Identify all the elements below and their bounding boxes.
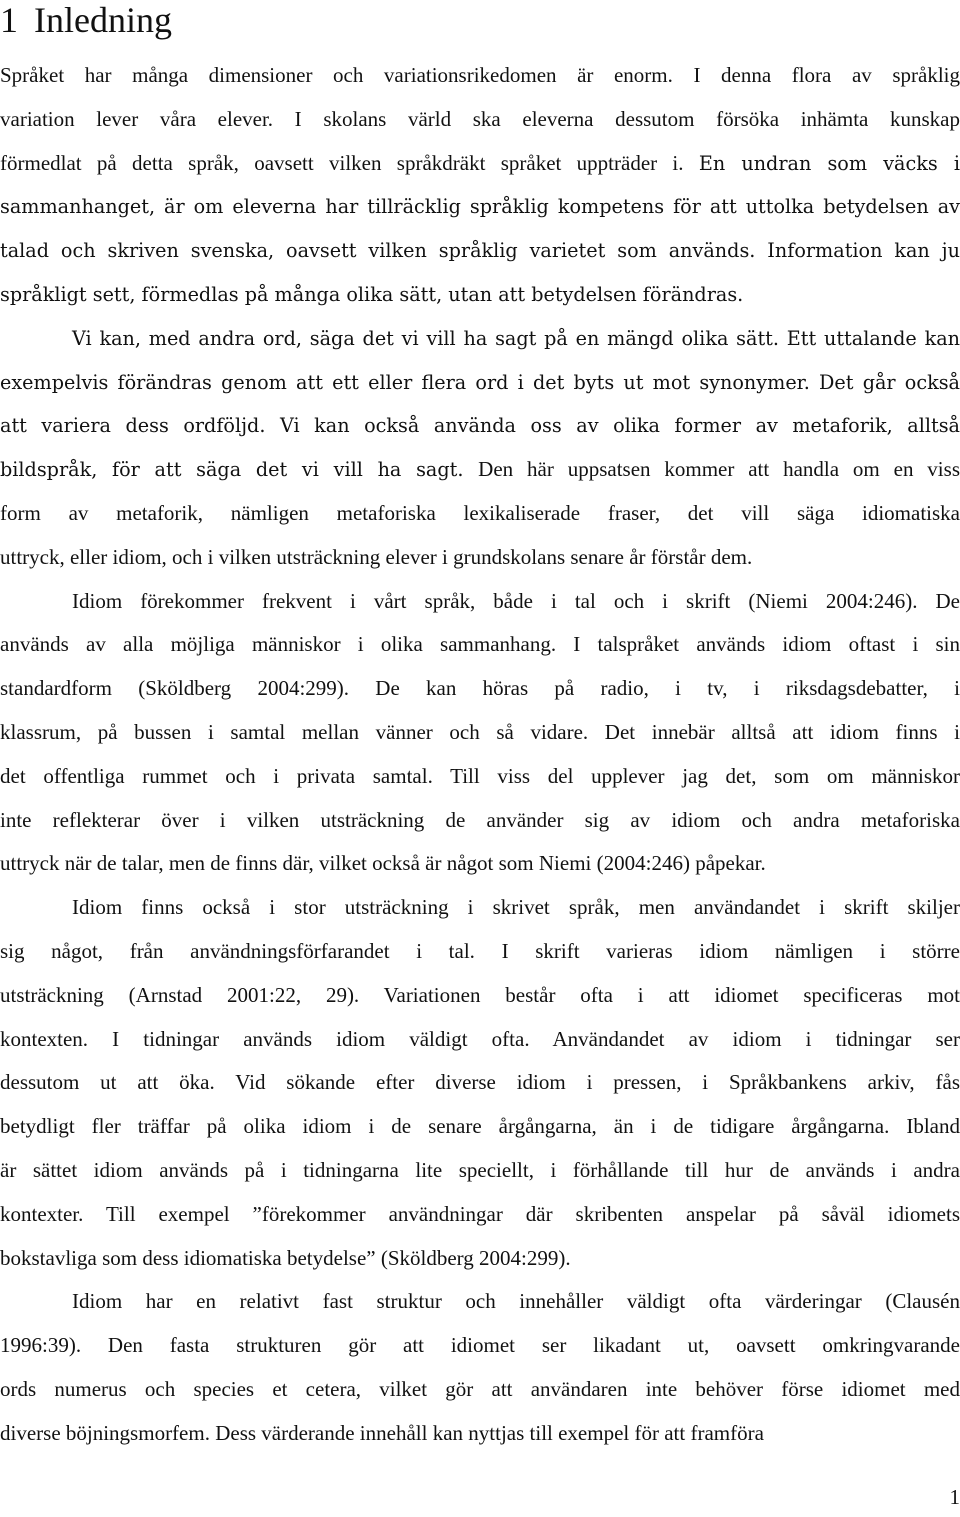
text-line [0,1280,960,1324]
text-line [0,492,960,536]
text-segment: förmedlat på detta språk, oavsett vilken språkdräkt språket uppträder i. [0,150,699,175]
text-line [0,667,960,711]
text-segment: klassrum, på bussen i samtal mellan vänner och så vidare. Det innebär alltså att idiom finns i [0,719,960,744]
text-segment: En undran som väcks i [698,151,960,175]
text-segment: inte reflekterar över i vilken utsträckning de använder sig av idiom och andra metaforiska [0,807,960,832]
text-segment: bildspråk, för att säga det vi vill ha sagt. [0,458,479,482]
text-line [0,142,960,186]
text-line [0,1018,960,1062]
text-segment: är sättet idiom används på i tidningarna lite speciellt, i förhållande till hur de används i andra [0,1157,960,1182]
text-line [0,886,960,930]
text-segment: exempelvis förändras genom att ett eller flera ord i det byts ut mot synonymer. Det går också [0,370,960,394]
text-segment: Idiom har en relativt fast struktur och innehåller väldigt ofta värderingar (Clausén [72,1289,960,1314]
text-line [0,842,960,886]
text-line [0,1061,960,1105]
text-segment: bokstavliga som dess idiomatiska betydelse” (Sköldberg 2004:299). [0,1245,571,1270]
text-line [0,54,960,98]
text-segment: Idiom förekommer frekvent i vårt språk, både i tal och i skrift (Niemi 2004:246). De [72,588,960,613]
text-line [0,536,960,580]
text-segment: variation lever våra elever. I skolans värld ska eleverna dessutom försöka inhämta kunskap [0,106,960,131]
text-line [0,711,960,755]
text-line [0,1193,960,1237]
text-line [0,273,960,317]
text-segment: Den här uppsatsen kommer att handla om en viss [478,457,960,482]
page-number: 1 [949,1485,960,1509]
text-line [0,974,960,1018]
text-line [0,229,960,273]
text-segment: används av alla möjliga människor i olika sammanhang. I talspråket används idiom oftast i sin [0,632,960,657]
text-segment: kontexter. Till exempel ”förekommer användningar där skribenten anspelar på såväl idiomets [0,1201,960,1226]
text-segment: uttryck, eller idiom, och i vilken utsträckning elever i grundskolans senare år förstår dem. [0,544,753,569]
text-segment: talad och skriven svenska, oavsett vilken språklig varietet som används. Information kan ju [0,239,960,263]
text-line [0,185,960,229]
text-segment: kontexten. I tidningar används idiom väldigt ofta. Användandet av idiom i tidningar ser [0,1026,960,1051]
text-segment: uttryck när de talar, men de finns där, vilket också är något som Niemi (2004:246) påpekar. [0,851,766,876]
text-line [0,317,960,361]
text-segment: språkligt sett, förmedlas på många olika sätt, utan att betydelsen förändras. [0,282,744,306]
section-title: Inledning [34,0,172,40]
text-segment: det offentliga rummet och i privata samtal. Till viss del upplever jag det, som om människor [0,763,960,788]
text-segment: 1996:39). Den fasta strukturen gör att idiomet ser likadant ut, oavsett omkringvarande [0,1333,960,1358]
text-line [0,1237,960,1281]
text-line [0,98,960,142]
text-line [0,623,960,667]
section-number: 1 [0,0,18,40]
text-segment: diverse böjningsmorfem. Dess värderande innehåll kan nyttjas till exempel för att framföra [0,1420,764,1445]
text-segment: sammanhanget, är om eleverna har tillräcklig språklig kompetens för att uttolka betydelsen av [0,195,960,219]
text-segment: betydligt fler träffar på olika idiom i de senare årgångarna, än i de tidigare årgångarna. Ibland [0,1114,960,1139]
text-line [0,799,960,843]
text-segment: standardform (Sköldberg 2004:299). De kan höras på radio, i tv, i riksdagsdebatter, i [0,676,960,701]
text-segment: utsträckning (Arnstad 2001:22, 29). Variationen består ofta i att idiomet specificeras mot [0,982,960,1007]
text-line [0,1324,960,1368]
text-line [0,361,960,405]
text-segment: ords numerus och species et cetera, vilket gör att användaren inte behöver förse idiomet med [0,1376,960,1401]
text-line [0,1368,960,1412]
text-segment: form av metaforik, nämligen metaforiska lexikaliserade fraser, det vill säga idiomatiska [0,500,960,525]
text-line [0,1105,960,1149]
text-line [0,755,960,799]
text-line [0,448,960,492]
text-line [0,580,960,624]
body-text [0,54,960,1456]
text-segment: Språket har många dimensioner och variationsrikedomen är enorm. I denna flora av språklig [0,63,960,87]
text-segment: sig något, från användningsförfarandet i tal. I skrift varieras idiom nämligen i större [0,938,960,963]
text-segment: Idiom finns också i stor utsträckning i skrivet språk, men användandet i skrift skiljer [72,895,960,920]
text-line [0,1149,960,1193]
text-segment: att variera dess ordföljd. Vi kan också använda oss av olika former av metaforik, alltså [0,414,960,438]
text-line [0,1412,960,1456]
text-line [0,930,960,974]
text-segment: Vi kan, med andra ord, säga det vi vill ha sagt på en mängd olika sätt. Ett uttalande kan [72,326,960,350]
text-line [0,404,960,448]
section-heading [0,0,172,40]
text-segment: dessutom ut att öka. Vid sökande efter diverse idiom i pressen, i Språkbankens arkiv, fås [0,1070,960,1095]
